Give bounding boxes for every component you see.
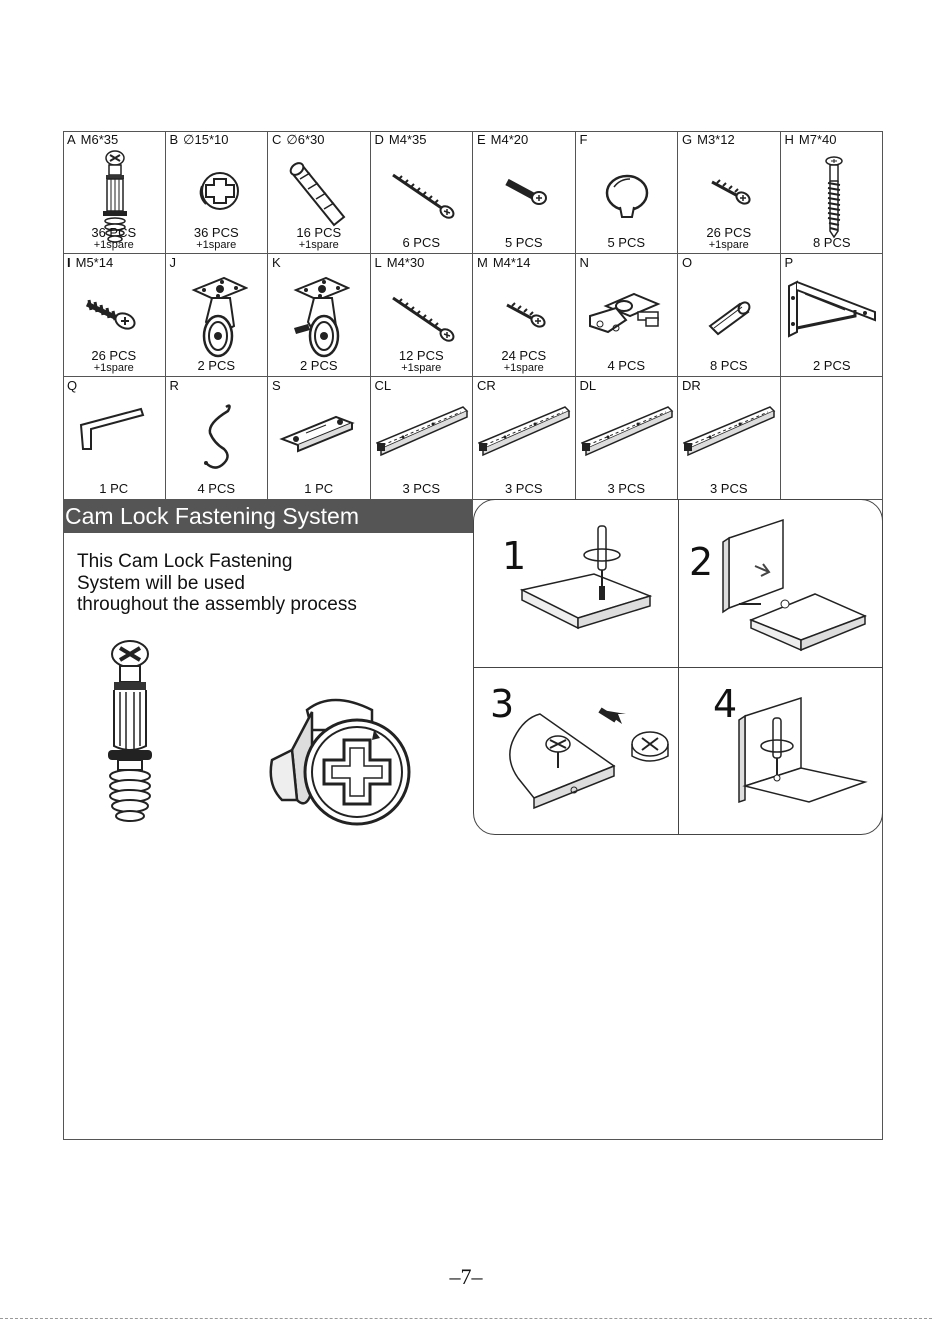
- part-cell-cl: [371, 377, 474, 500]
- part-quantity: [576, 483, 678, 495]
- part-label: [682, 378, 701, 393]
- step-2-illustration: [679, 500, 883, 668]
- part-label: [170, 378, 179, 393]
- quantity-text: 26 PCS: [91, 348, 137, 363]
- part-label: [375, 255, 425, 270]
- part-quantity: [268, 360, 370, 372]
- quantity-text: 2 PCS: [299, 358, 338, 373]
- quantity-text: 1 PC: [99, 481, 129, 496]
- page-number: –7–: [449, 1264, 483, 1289]
- description-line: System will be used: [77, 572, 245, 594]
- part-cell-p: [781, 254, 884, 377]
- part-cell-s: [268, 377, 371, 500]
- part-quantity: [781, 360, 884, 372]
- spare-text: +1spare: [93, 362, 134, 374]
- part-label: [67, 255, 113, 270]
- part-id: L: [374, 255, 382, 270]
- part-id: J: [169, 255, 176, 270]
- part-spec: M4*30: [386, 255, 425, 270]
- part-id: C: [272, 132, 282, 147]
- quantity-text: 8 PCS: [709, 358, 748, 373]
- part-id: Q: [67, 378, 78, 393]
- part-cell-k: [268, 254, 371, 377]
- cam-bolt-illustration: [100, 636, 160, 826]
- part-id: K: [272, 255, 281, 270]
- quantity-text: 2 PCS: [812, 358, 851, 373]
- cam-lock-description: [77, 551, 457, 616]
- quantity-text: 16 PCS: [296, 225, 342, 240]
- part-id: F: [579, 132, 588, 147]
- part-quantity: [473, 483, 575, 495]
- part-spec: M4*35: [388, 132, 427, 147]
- quantity-text: 2 PCS: [197, 358, 236, 373]
- part-id: M: [477, 255, 488, 270]
- part-cell-l: [371, 254, 474, 377]
- part-quantity: [268, 227, 370, 251]
- part-id: G: [682, 132, 693, 147]
- step-number: 1: [502, 534, 527, 578]
- part-cell-o: [678, 254, 781, 377]
- part-id: B: [169, 132, 179, 147]
- part-label: [785, 255, 794, 270]
- part-quantity: [576, 360, 678, 372]
- quantity-text: 8 PCS: [812, 235, 851, 250]
- part-cell-f: [576, 131, 679, 254]
- quantity-text: 3 PCS: [709, 481, 748, 496]
- assembly-steps: [473, 499, 883, 835]
- step-4-illustration: [679, 668, 883, 835]
- part-spec: ∅15*10: [183, 132, 229, 147]
- quantity-text: 12 PCS: [398, 348, 444, 363]
- part-label: [170, 132, 229, 148]
- part-label: [477, 378, 496, 393]
- part-cell-dr: [678, 377, 781, 500]
- part-id: O: [682, 255, 693, 270]
- part-quantity: [63, 483, 165, 495]
- part-quantity: [473, 350, 575, 374]
- part-label: [477, 132, 528, 147]
- part-id: I: [67, 255, 71, 270]
- part-cell-dl: [576, 377, 679, 500]
- part-quantity: [781, 237, 884, 249]
- part-spec: M4*14: [492, 255, 531, 270]
- part-id: E: [477, 132, 486, 147]
- part-quantity: [166, 360, 268, 372]
- part-quantity: [371, 237, 473, 249]
- part-label: [67, 132, 118, 147]
- part-label: [580, 132, 588, 147]
- part-cell-cr: [473, 377, 576, 500]
- step-number: 2: [689, 540, 714, 584]
- part-label: [477, 255, 530, 270]
- cam-lock-title: Cam Lock Fastening System: [63, 500, 473, 533]
- part-id: D: [374, 132, 384, 147]
- spare-text: +1spare: [503, 362, 544, 374]
- spare-text: +1spare: [196, 239, 237, 251]
- description-line: throughout the assembly process: [77, 594, 357, 615]
- part-label: [67, 378, 77, 393]
- quantity-text: 36 PCS: [91, 225, 137, 240]
- step-number: 4: [713, 682, 738, 726]
- spare-text: +1spare: [93, 239, 134, 251]
- quantity-text: 4 PCS: [607, 358, 646, 373]
- quantity-text: 36 PCS: [193, 225, 239, 240]
- part-label: [682, 255, 692, 270]
- part-label: [272, 378, 281, 393]
- step-number: 3: [490, 682, 515, 726]
- empty-cell: [781, 377, 884, 500]
- part-id: P: [784, 255, 794, 270]
- part-id: A: [67, 132, 76, 147]
- part-spec: M4*20: [490, 132, 529, 147]
- part-id: H: [784, 132, 794, 147]
- part-quantity: [371, 483, 473, 495]
- cam-lock-illustration: [262, 690, 412, 830]
- part-quantity: [166, 227, 268, 251]
- part-quantity: [678, 483, 780, 495]
- part-spec: M7*40: [798, 132, 837, 147]
- part-id: DL: [579, 378, 597, 393]
- part-quantity: [63, 227, 165, 251]
- part-cell-h: [781, 131, 884, 254]
- spare-text: +1spare: [298, 239, 339, 251]
- part-quantity: [678, 227, 780, 251]
- part-quantity: [268, 483, 370, 495]
- quantity-text: 5 PCS: [607, 235, 646, 250]
- step-1-illustration: [474, 500, 679, 668]
- parts-grid: [63, 131, 883, 499]
- part-quantity: [576, 237, 678, 249]
- quantity-text: 1 PC: [304, 481, 334, 496]
- part-cell-a: [63, 131, 166, 254]
- quantity-text: 6 PCS: [402, 235, 441, 250]
- quantity-text: 3 PCS: [607, 481, 646, 496]
- quantity-text: 4 PCS: [197, 481, 236, 496]
- part-label: [580, 378, 597, 393]
- part-quantity: [473, 237, 575, 249]
- part-id: DR: [682, 378, 701, 393]
- part-label: [170, 255, 177, 270]
- part-id: N: [579, 255, 589, 270]
- part-spec: ∅6*30: [286, 132, 325, 147]
- step-4: [679, 668, 883, 835]
- part-label: [785, 132, 837, 147]
- part-cell-b: [166, 131, 269, 254]
- spare-text: +1spare: [708, 239, 749, 251]
- step-3: [474, 668, 679, 835]
- part-cell-j: [166, 254, 269, 377]
- part-id: R: [169, 378, 179, 393]
- quantity-text: 24 PCS: [501, 348, 547, 363]
- page-bottom-line: [0, 1318, 932, 1320]
- part-cell-q: [63, 377, 166, 500]
- part-quantity: [166, 483, 268, 495]
- part-label: [375, 378, 392, 393]
- part-label: [375, 132, 427, 147]
- part-label: [580, 255, 589, 270]
- part-id: S: [272, 378, 281, 393]
- description-line: This Cam Lock Fastening: [77, 551, 293, 572]
- quantity-text: 3 PCS: [402, 481, 441, 496]
- part-cell-c: [268, 131, 371, 254]
- part-spec: M6*35: [80, 132, 119, 147]
- quantity-text: 5 PCS: [504, 235, 543, 250]
- quantity-text: 3 PCS: [504, 481, 543, 496]
- part-spec: M3*12: [697, 132, 735, 147]
- step-3-illustration: [474, 668, 679, 835]
- step-1: [474, 500, 679, 668]
- part-label: [682, 132, 735, 147]
- spare-text: +1spare: [401, 362, 442, 374]
- part-cell-d: [371, 131, 474, 254]
- quantity-text: 26 PCS: [706, 225, 752, 240]
- part-id: CR: [477, 378, 496, 393]
- part-label: [272, 255, 281, 270]
- part-cell-i: [63, 254, 166, 377]
- part-spec: M5*14: [75, 255, 114, 270]
- part-cell-g: [678, 131, 781, 254]
- part-cell-e: [473, 131, 576, 254]
- part-cell-r: [166, 377, 269, 500]
- part-cell-m: [473, 254, 576, 377]
- part-cell-n: [576, 254, 679, 377]
- part-quantity: [678, 360, 780, 372]
- step-2: [679, 500, 883, 668]
- part-quantity: [371, 350, 473, 374]
- part-id: CL: [374, 378, 392, 393]
- part-label: [272, 132, 324, 148]
- part-quantity: [63, 350, 165, 374]
